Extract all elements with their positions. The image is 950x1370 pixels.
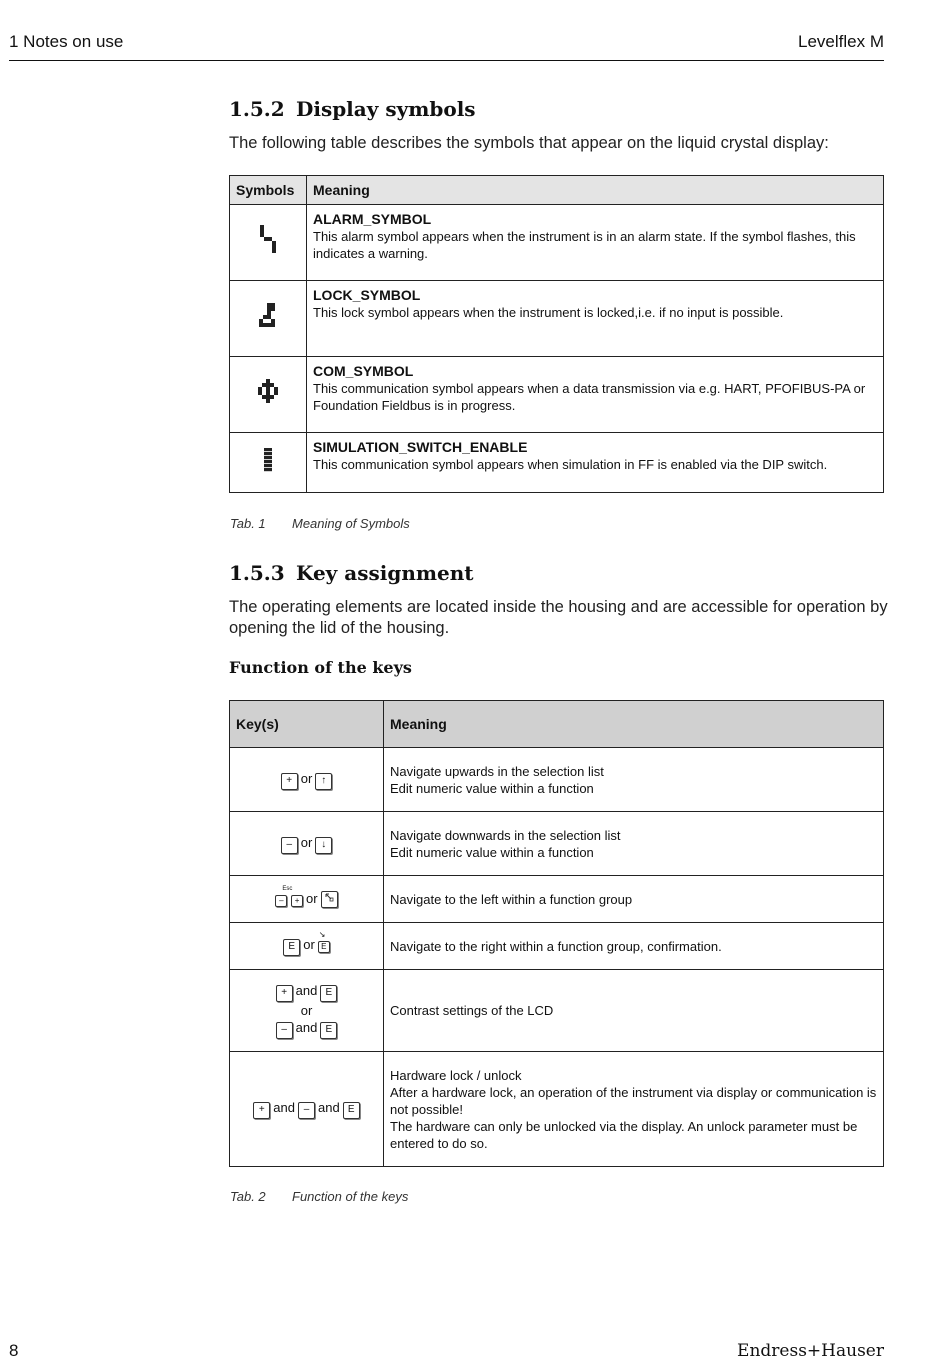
meaning-cell xyxy=(307,281,884,357)
meaning-cell xyxy=(384,876,884,923)
header-rule xyxy=(9,60,884,61)
col-header-symbols: Symbols xyxy=(230,176,307,205)
simulation-switch-icon xyxy=(264,448,272,472)
meaning-cell xyxy=(384,812,884,876)
e-key-icon: E xyxy=(343,1102,360,1119)
keys-cell xyxy=(230,970,384,1052)
footer-page-number: 8 xyxy=(9,1341,19,1360)
table-row xyxy=(230,357,884,433)
esc-label: Esc xyxy=(282,886,293,892)
section-153-number: 1.5.3 xyxy=(229,561,285,585)
alarm-symbol-icon xyxy=(260,225,276,255)
col-header-keys: Key(s) xyxy=(230,701,384,748)
table-row xyxy=(230,1052,884,1167)
symbol-cell xyxy=(230,205,307,281)
header-product: Levelflex M xyxy=(798,32,884,51)
table-1-caption xyxy=(230,516,410,531)
footer-brand-logo: Endress+Hauser xyxy=(737,1341,884,1361)
and-word: and xyxy=(273,1100,295,1115)
minus-key-icon: – xyxy=(281,837,298,854)
meaning-cell xyxy=(384,923,884,970)
minus-key-icon: – xyxy=(276,1022,293,1039)
meaning-line: The hardware can only be unlocked via the display. An unlock parameter must be entered to do so. xyxy=(390,1118,858,1151)
table-row xyxy=(230,433,884,493)
table-row xyxy=(230,970,884,1052)
symbol-cell xyxy=(230,433,307,493)
section-153-title: Key assignment xyxy=(296,561,474,585)
meaning-line: Edit numeric value within a function xyxy=(390,780,594,796)
meaning-cell xyxy=(384,1052,884,1167)
meaning-line: Edit numeric value within a function xyxy=(390,844,594,860)
or-word: or xyxy=(300,834,313,850)
caption-number: Tab. 1 xyxy=(230,516,266,531)
section-153-heading xyxy=(229,561,474,585)
col-header-meaning: Meaning xyxy=(307,176,884,205)
section-152-title: Display symbols xyxy=(296,97,476,121)
minus-key-icon: – xyxy=(275,895,287,907)
symbol-description: This communication symbol appears when a data transmission via e.g. HART, PFOFIBUS-PA or Foundation Fieldbus is in progress. xyxy=(313,381,866,413)
minus-key-icon: – xyxy=(298,1102,315,1119)
meaning-cell xyxy=(384,970,884,1052)
and-word: and xyxy=(318,1100,340,1115)
header-chapter: 1 Notes on use xyxy=(9,32,124,51)
meaning-line: Navigate to the left within a function group xyxy=(390,891,633,907)
esc-key-icon xyxy=(321,891,338,908)
enter-combo xyxy=(318,930,330,953)
or-word: or xyxy=(300,1003,313,1018)
and-word: and xyxy=(295,1020,318,1035)
up-arrow-key-icon: ↑ xyxy=(315,773,332,790)
and-word: and xyxy=(295,983,318,998)
function-keys-subheading: Function of the keys xyxy=(229,658,412,677)
keys-cell xyxy=(230,923,384,970)
key-assignment-table xyxy=(229,700,884,1167)
table-row xyxy=(230,205,884,281)
esc-combo xyxy=(275,886,303,907)
e-key-icon: E xyxy=(283,939,300,956)
table-row xyxy=(230,281,884,357)
table-row xyxy=(230,748,884,812)
table-row xyxy=(230,876,884,923)
keys-cell xyxy=(230,1052,384,1167)
display-symbols-table xyxy=(229,175,884,493)
key-combo-line xyxy=(230,1019,383,1039)
meaning-cell xyxy=(307,433,884,493)
keys-cell xyxy=(230,812,384,876)
com-symbol-icon xyxy=(258,379,278,405)
section-152-heading xyxy=(229,97,476,121)
symbol-description: This communication symbol appears when simulation in FF is enabled via the DIP switch. xyxy=(313,457,828,472)
symbol-description: This alarm symbol appears when the instrument is in an alarm state. If the symbol flashes, this indicates a warning. xyxy=(313,229,856,261)
meaning-line: Navigate downwards in the selection list xyxy=(390,827,621,843)
section-153-intro: The operating elements are located inside the housing and are accessible for operation by opening the lid of the housing. xyxy=(229,598,888,637)
meaning-line: Contrast settings of the LCD xyxy=(390,1003,554,1018)
or-word: or xyxy=(303,937,315,952)
col-header-meaning: Meaning xyxy=(384,701,884,748)
symbol-cell xyxy=(230,357,307,433)
caption-number: Tab. 2 xyxy=(230,1189,266,1204)
caption-text: Meaning of Symbols xyxy=(292,516,410,531)
e-key-small-icon: E xyxy=(318,941,330,953)
esc-arrow-icon xyxy=(324,892,335,903)
or-word: or xyxy=(306,891,318,906)
symbol-name: ALARM_SYMBOL xyxy=(313,211,432,227)
caption-text: Function of the keys xyxy=(292,1189,409,1204)
symbol-name: SIMULATION_SWITCH_ENABLE xyxy=(313,439,528,455)
meaning-line: Navigate upwards in the selection list xyxy=(390,763,604,779)
plus-key-icon: + xyxy=(291,895,303,907)
symbol-name: COM_SYMBOL xyxy=(313,363,414,379)
symbol-description: This lock symbol appears when the instrument is locked,i.e. if no input is possible. xyxy=(313,305,784,320)
keys-cell xyxy=(230,748,384,812)
symbol-cell xyxy=(230,281,307,357)
table-2-caption xyxy=(230,1189,408,1204)
plus-key-icon: + xyxy=(253,1102,270,1119)
or-word: or xyxy=(300,770,313,786)
keys-cell xyxy=(230,876,384,923)
meaning-cell xyxy=(384,748,884,812)
down-arrow-key-icon: ↓ xyxy=(315,837,332,854)
table-row xyxy=(230,812,884,876)
meaning-line: Navigate to the right within a function group, confirmation. xyxy=(390,938,722,954)
plus-key-icon: + xyxy=(281,773,298,790)
meaning-line: After a hardware lock, an operation of the instrument via display or communication is not possible! xyxy=(390,1084,877,1117)
key-combo-line xyxy=(230,982,383,1002)
meaning-cell xyxy=(307,205,884,281)
table-row xyxy=(230,923,884,970)
section-152-intro: The following table describes the symbols that appear on the liquid crystal display: xyxy=(229,134,829,152)
lock-symbol-icon xyxy=(259,303,277,329)
symbol-name: LOCK_SYMBOL xyxy=(313,287,421,303)
e-key-icon: E xyxy=(320,985,337,1002)
enter-arrow-icon: ↘ xyxy=(318,930,326,939)
meaning-cell xyxy=(307,357,884,433)
e-key-icon: E xyxy=(320,1022,337,1039)
section-152-number: 1.5.2 xyxy=(229,97,285,121)
plus-key-icon: + xyxy=(276,985,293,1002)
meaning-line: Hardware lock / unlock xyxy=(390,1067,522,1083)
